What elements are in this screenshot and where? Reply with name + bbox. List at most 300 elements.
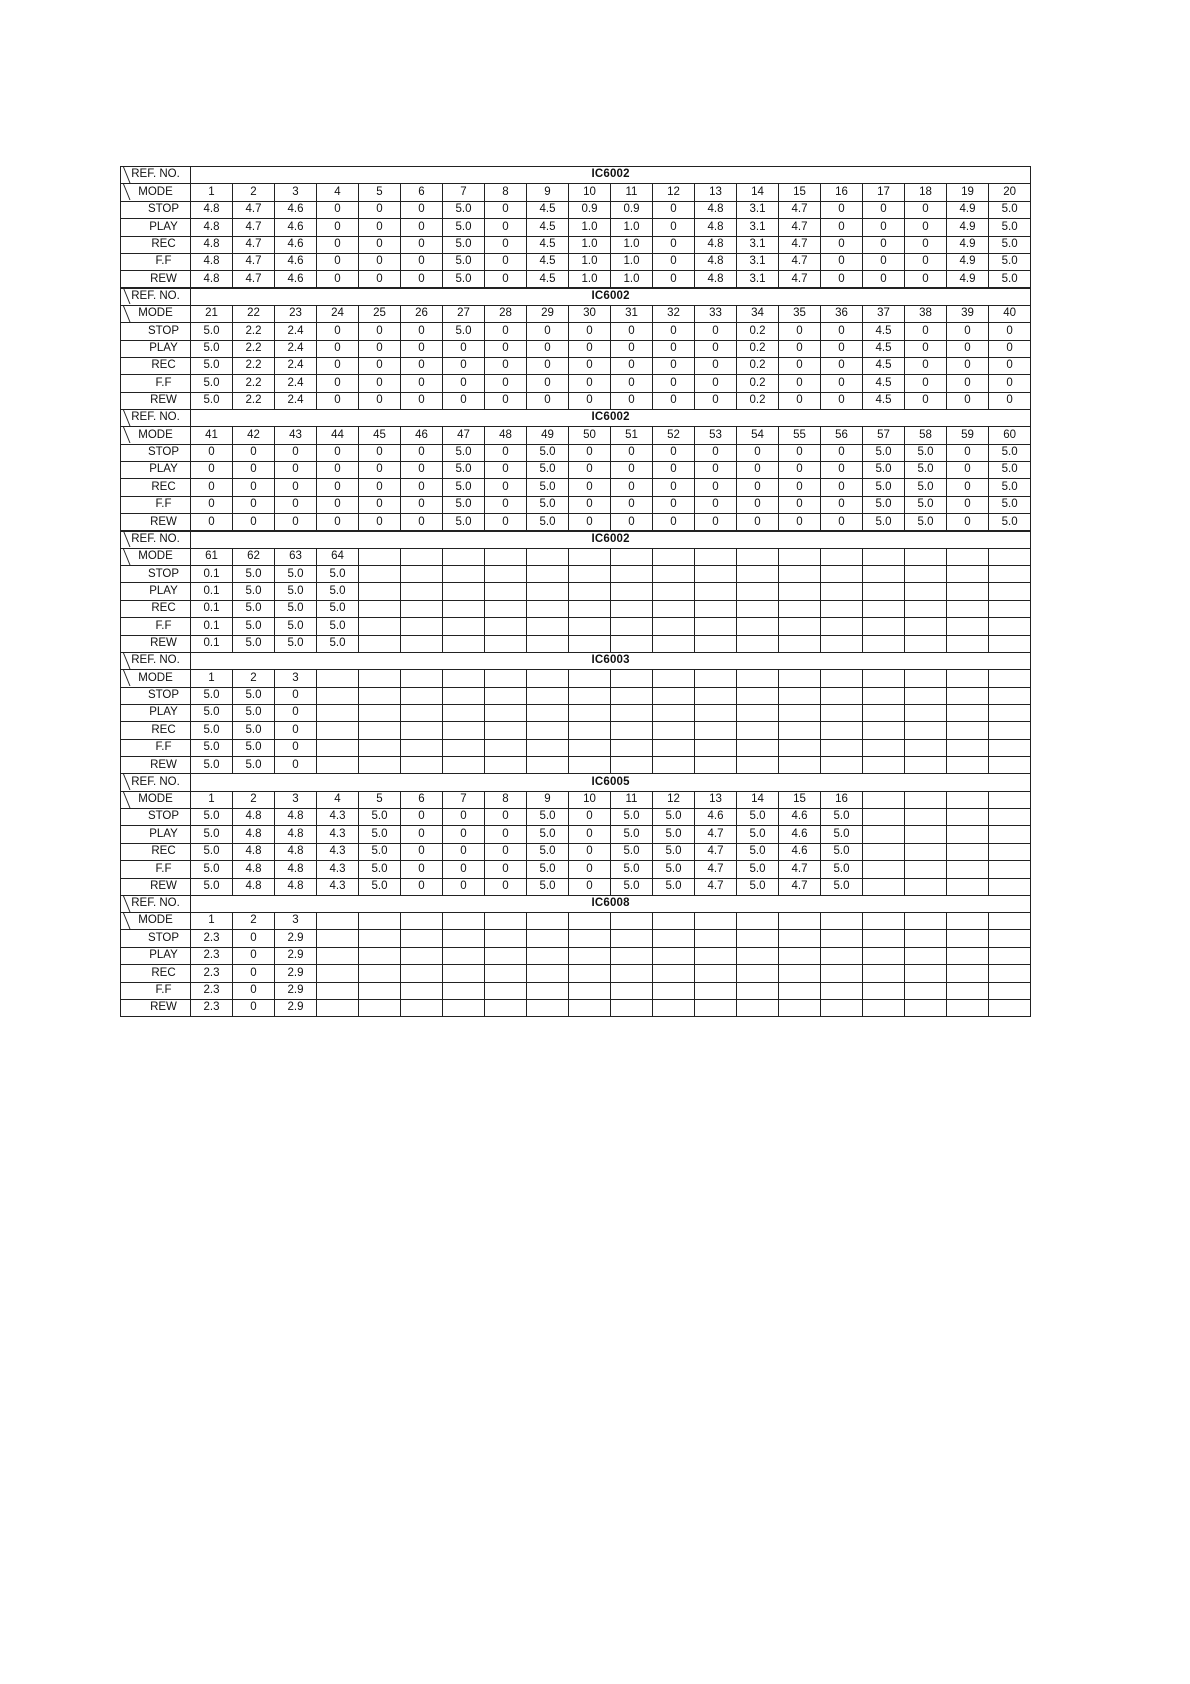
voltage-value: 5.0 [275,583,317,600]
empty-cell [821,583,863,600]
pin-number: 24 [317,305,359,322]
empty-cell [653,583,695,600]
mode-name: F.F [121,253,191,270]
empty-cell [527,548,569,565]
empty-cell [569,930,611,947]
ic-reference: IC6002 [191,409,1031,426]
pin-number: 4 [317,791,359,808]
voltage-value: 5.0 [443,219,485,236]
empty-cell [989,635,1031,652]
voltage-value: 0 [233,462,275,479]
empty-cell [947,808,989,825]
empty-cell [653,930,695,947]
empty-cell [695,566,737,583]
empty-cell [737,913,779,930]
voltage-value: 5.0 [737,861,779,878]
voltage-value: 0 [653,323,695,340]
voltage-value: 0 [569,444,611,461]
empty-cell [485,635,527,652]
pin-number: 14 [737,791,779,808]
voltage-value: 0 [401,201,443,218]
empty-cell [989,843,1031,860]
voltage-value: 4.8 [695,219,737,236]
empty-cell [317,982,359,999]
voltage-value: 0 [821,236,863,253]
voltage-value: 5.0 [233,739,275,756]
voltage-value: 0 [485,253,527,270]
empty-cell [863,999,905,1016]
voltage-value: 0 [443,358,485,375]
voltage-value: 5.0 [317,600,359,617]
voltage-value: 5.0 [233,722,275,739]
voltage-value: 0 [569,462,611,479]
voltage-value: 0 [485,808,527,825]
empty-cell [695,635,737,652]
empty-cell [401,704,443,721]
pin-number: 5 [359,791,401,808]
voltage-value: 5.0 [191,757,233,774]
voltage-value: 0 [359,392,401,409]
voltage-value: 0 [695,496,737,513]
voltage-value: 0 [401,358,443,375]
voltage-value: 0 [653,236,695,253]
voltage-value: 0 [611,496,653,513]
empty-cell [443,722,485,739]
empty-cell [569,982,611,999]
voltage-value: 3.1 [737,236,779,253]
empty-cell [611,757,653,774]
ic-reference: IC6002 [191,288,1031,305]
voltage-value: 0 [947,496,989,513]
empty-cell [359,670,401,687]
voltage-value: 0 [275,462,317,479]
voltage-value: 0 [821,462,863,479]
voltage-value: 0 [401,496,443,513]
empty-cell [695,913,737,930]
voltage-value: 0 [233,496,275,513]
voltage-value: 5.0 [191,687,233,704]
empty-cell [863,739,905,756]
empty-cell [695,722,737,739]
voltage-value: 0 [359,236,401,253]
voltage-value: 5.0 [653,808,695,825]
empty-cell [359,930,401,947]
voltage-value: 0 [611,358,653,375]
voltage-value: 0 [653,514,695,531]
empty-cell [863,930,905,947]
voltage-value: 5.0 [905,444,947,461]
mode-name: PLAY [121,826,191,843]
empty-cell [401,739,443,756]
voltage-value: 5.0 [443,323,485,340]
empty-cell [569,704,611,721]
empty-cell [611,947,653,964]
empty-cell [443,704,485,721]
voltage-value: 3.1 [737,253,779,270]
table-row [121,201,1031,218]
voltage-value: 0 [443,392,485,409]
voltage-value: 0 [695,462,737,479]
voltage-value: 4.3 [317,826,359,843]
empty-cell [863,982,905,999]
empty-cell [485,947,527,964]
voltage-value: 0 [485,826,527,843]
pin-number: 52 [653,427,695,444]
voltage-value: 0 [275,687,317,704]
pin-number: 13 [695,184,737,201]
voltage-value: 0 [275,757,317,774]
empty-cell [317,965,359,982]
voltage-value: 0.1 [191,635,233,652]
empty-cell [779,548,821,565]
voltage-value: 0 [359,340,401,357]
ic-voltage-table [120,409,1031,532]
empty-cell [401,965,443,982]
voltage-value: 5.0 [905,462,947,479]
voltage-value: 0 [821,496,863,513]
voltage-value: 0 [695,358,737,375]
empty-cell [569,722,611,739]
empty-cell [653,600,695,617]
voltage-value: 5.0 [653,861,695,878]
voltage-value: 0 [401,878,443,895]
empty-cell [821,965,863,982]
ref-no-label: REF. NO. [121,531,191,548]
empty-cell [401,618,443,635]
voltage-value: 0 [527,340,569,357]
voltage-value: 4.7 [779,878,821,895]
voltage-value: 5.0 [821,843,863,860]
empty-cell [779,913,821,930]
pin-number: 1 [191,184,233,201]
pin-number: 28 [485,305,527,322]
table-row [121,271,1031,288]
voltage-value: 5.0 [443,253,485,270]
voltage-value: 5.0 [191,878,233,895]
mode-name: F.F [121,618,191,635]
pin-number: 2 [233,184,275,201]
empty-cell [989,826,1031,843]
empty-cell [611,739,653,756]
voltage-value: 0 [653,496,695,513]
empty-cell [359,722,401,739]
pin-number: 61 [191,548,233,565]
voltage-value: 2.4 [275,392,317,409]
empty-cell [653,670,695,687]
empty-cell [317,670,359,687]
voltage-value: 0 [737,496,779,513]
voltage-value: 4.9 [947,219,989,236]
pin-number: 23 [275,305,317,322]
voltage-value: 5.0 [905,514,947,531]
empty-cell [989,999,1031,1016]
empty-cell [485,913,527,930]
empty-cell [905,878,947,895]
voltage-value: 0 [401,808,443,825]
voltage-value: 0 [611,392,653,409]
empty-cell [905,618,947,635]
empty-cell [947,583,989,600]
voltage-value: 4.8 [695,253,737,270]
voltage-value: 0 [275,496,317,513]
empty-cell [611,982,653,999]
voltage-value: 5.0 [611,878,653,895]
voltage-value: 0 [989,323,1031,340]
empty-cell [317,687,359,704]
voltage-value: 1.0 [569,236,611,253]
pin-number: 50 [569,427,611,444]
empty-cell [569,670,611,687]
pin-number: 44 [317,427,359,444]
empty-cell [443,618,485,635]
voltage-value: 4.3 [317,878,359,895]
voltage-value: 5.0 [527,444,569,461]
voltage-value: 0 [905,201,947,218]
voltage-value: 0 [485,479,527,496]
voltage-value: 4.9 [947,271,989,288]
pin-number: 16 [821,184,863,201]
empty-cell [653,704,695,721]
voltage-value: 0 [317,323,359,340]
voltage-value: 0 [863,271,905,288]
empty-cell [779,704,821,721]
empty-cell [989,947,1031,964]
voltage-value: 0 [485,219,527,236]
voltage-value: 1.0 [611,253,653,270]
mode-name: PLAY [121,340,191,357]
pin-number: 42 [233,427,275,444]
voltage-value: 5.0 [863,479,905,496]
empty-cell [401,687,443,704]
empty-cell [863,965,905,982]
pin-number: 15 [779,184,821,201]
voltage-value: 5.0 [863,444,905,461]
voltage-value: 4.7 [695,826,737,843]
empty-cell [569,687,611,704]
pin-number: 57 [863,427,905,444]
voltage-value: 0 [947,392,989,409]
empty-cell [947,566,989,583]
empty-cell [779,999,821,1016]
voltage-value: 0 [653,219,695,236]
empty-cell [779,739,821,756]
voltage-value: 0 [611,375,653,392]
empty-cell [863,548,905,565]
empty-cell [653,566,695,583]
mode-name: F.F [121,982,191,999]
voltage-value: 0 [317,236,359,253]
voltage-value: 0 [233,479,275,496]
voltage-value: 5.0 [821,878,863,895]
voltage-value: 5.0 [653,843,695,860]
empty-cell [317,999,359,1016]
empty-cell [989,618,1031,635]
voltage-value: 0 [569,358,611,375]
voltage-value: 5.0 [233,757,275,774]
mode-label: MODE [121,791,191,808]
pin-number: 2 [233,791,275,808]
pin-number: 29 [527,305,569,322]
empty-cell [989,965,1031,982]
empty-cell [527,982,569,999]
voltage-value: 0 [569,878,611,895]
mode-name: REW [121,392,191,409]
empty-cell [737,739,779,756]
voltage-value: 4.7 [779,861,821,878]
voltage-value: 4.6 [779,843,821,860]
empty-cell [989,566,1031,583]
empty-cell [527,618,569,635]
table-row [121,444,1031,461]
table-row [121,739,1031,756]
voltage-value: 5.0 [191,392,233,409]
voltage-value: 0 [191,496,233,513]
empty-cell [821,722,863,739]
mode-name: STOP [121,444,191,461]
voltage-value: 0 [863,219,905,236]
empty-cell [779,670,821,687]
voltage-value: 0 [317,358,359,375]
voltage-value: 2.3 [191,999,233,1016]
pin-number: 14 [737,184,779,201]
voltage-value: 0 [485,843,527,860]
voltage-value: 0 [821,271,863,288]
voltage-value: 0 [485,514,527,531]
table-row [121,358,1031,375]
empty-cell [485,982,527,999]
pin-number: 31 [611,305,653,322]
voltage-value: 0 [569,808,611,825]
voltage-value: 0 [401,219,443,236]
ref-no-label: REF. NO. [121,409,191,426]
voltage-value: 0 [569,826,611,843]
voltage-value: 4.8 [233,808,275,825]
voltage-value: 0 [905,271,947,288]
ic-reference: IC6002 [191,167,1031,184]
empty-cell [485,930,527,947]
pin-number: 1 [191,670,233,687]
empty-cell [737,618,779,635]
empty-cell [737,930,779,947]
voltage-value: 5.0 [443,514,485,531]
voltage-value: 0 [485,358,527,375]
pin-number: 2 [233,913,275,930]
pin-number: 33 [695,305,737,322]
empty-cell [569,600,611,617]
empty-cell [989,548,1031,565]
ic-voltage-table [120,895,1031,1018]
voltage-value: 5.0 [275,618,317,635]
table-row [121,861,1031,878]
voltage-value: 5.0 [191,340,233,357]
voltage-value: 5.0 [653,826,695,843]
pin-number: 26 [401,305,443,322]
voltage-value: 5.0 [863,496,905,513]
voltage-value: 0 [611,479,653,496]
empty-cell [527,687,569,704]
voltage-value: 0 [821,392,863,409]
voltage-value: 3.1 [737,219,779,236]
empty-cell [569,618,611,635]
voltage-value: 0 [485,340,527,357]
empty-cell [485,583,527,600]
voltage-value: 0 [443,340,485,357]
empty-cell [737,600,779,617]
voltage-value: 0 [947,340,989,357]
voltage-value: 0.2 [737,323,779,340]
voltage-value: 1.0 [611,236,653,253]
voltage-value: 0 [317,462,359,479]
empty-cell [947,722,989,739]
voltage-value: 5.0 [737,843,779,860]
pin-number: 40 [989,305,1031,322]
voltage-value: 5.0 [527,808,569,825]
voltage-value: 0 [611,340,653,357]
voltage-value: 0 [485,878,527,895]
empty-cell [737,722,779,739]
pin-number: 22 [233,305,275,322]
empty-cell [737,999,779,1016]
empty-cell [863,618,905,635]
voltage-value: 0 [569,496,611,513]
empty-cell [779,635,821,652]
empty-cell [989,878,1031,895]
empty-cell [695,670,737,687]
voltage-value: 5.0 [611,843,653,860]
empty-cell [443,687,485,704]
voltage-value: 5.0 [275,566,317,583]
voltage-value: 5.0 [359,826,401,843]
empty-cell [779,687,821,704]
table-row [121,982,1031,999]
empty-cell [695,947,737,964]
voltage-value: 4.8 [233,826,275,843]
empty-cell [989,722,1031,739]
empty-cell [695,600,737,617]
voltage-value: 4.7 [233,201,275,218]
voltage-value: 4.8 [191,219,233,236]
mode-name: REC [121,965,191,982]
empty-cell [695,704,737,721]
voltage-value: 4.8 [275,861,317,878]
voltage-value: 5.0 [191,826,233,843]
voltage-value: 5.0 [989,462,1031,479]
empty-cell [821,670,863,687]
voltage-value: 2.9 [275,930,317,947]
empty-cell [695,965,737,982]
empty-cell [989,982,1031,999]
voltage-value: 0.2 [737,340,779,357]
empty-cell [443,548,485,565]
table-row [121,236,1031,253]
voltage-value: 4.7 [695,878,737,895]
voltage-value: 0 [653,462,695,479]
voltage-value: 4.7 [233,219,275,236]
voltage-value: 0 [779,340,821,357]
pin-number: 3 [275,670,317,687]
voltage-value: 5.0 [737,826,779,843]
voltage-value: 0.1 [191,618,233,635]
empty-cell [905,791,947,808]
voltage-value: 0 [359,253,401,270]
voltage-value: 0 [485,201,527,218]
voltage-value: 4.8 [275,878,317,895]
voltage-value: 2.4 [275,340,317,357]
empty-cell [653,635,695,652]
voltage-value: 4.7 [779,236,821,253]
voltage-value: 0 [485,444,527,461]
voltage-value: 0 [275,514,317,531]
